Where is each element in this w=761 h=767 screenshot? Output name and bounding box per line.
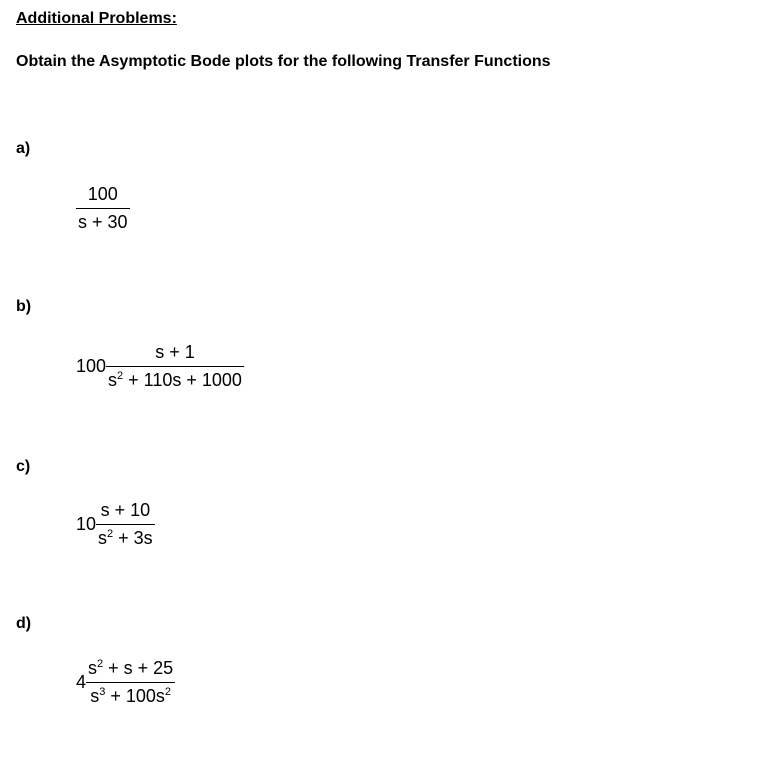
coefficient-b: 100 [76, 356, 107, 376]
problem-label-d: d) [16, 615, 32, 632]
numerator-c: s + 10 [96, 500, 155, 525]
denominator-a: s + 30 [78, 212, 128, 232]
transfer-function-a [76, 184, 130, 233]
denominator-d: $s^3 + 100s^2$ [90, 686, 171, 706]
numerator-b: s + 1 [106, 342, 244, 367]
fraction-d [86, 658, 175, 707]
denominator-b: $s^2 + 110s + 1000$ [108, 370, 242, 390]
transfer-function-c [76, 500, 155, 549]
numerator-d: $s^2 + s + 25$ [86, 658, 175, 683]
numerator-a: 100 [76, 184, 130, 209]
denominator-c: $s^2 + 3s$ [98, 528, 153, 548]
coefficient-c: 10 [76, 514, 97, 534]
problem-label-c: c) [16, 458, 31, 475]
section-heading: Additional Problems: [16, 10, 177, 27]
problem-label-b: b) [16, 298, 32, 315]
problem-label-a: a) [16, 140, 31, 157]
coefficient-d: 4 [76, 672, 87, 692]
fraction-c [96, 500, 155, 549]
transfer-function-b [76, 342, 244, 391]
transfer-function-d [76, 658, 175, 707]
instruction-text: Obtain the Asymptotic Bode plots for the following Transfer Functions [16, 53, 551, 70]
fraction-b [106, 342, 244, 391]
fraction-a [76, 184, 130, 233]
